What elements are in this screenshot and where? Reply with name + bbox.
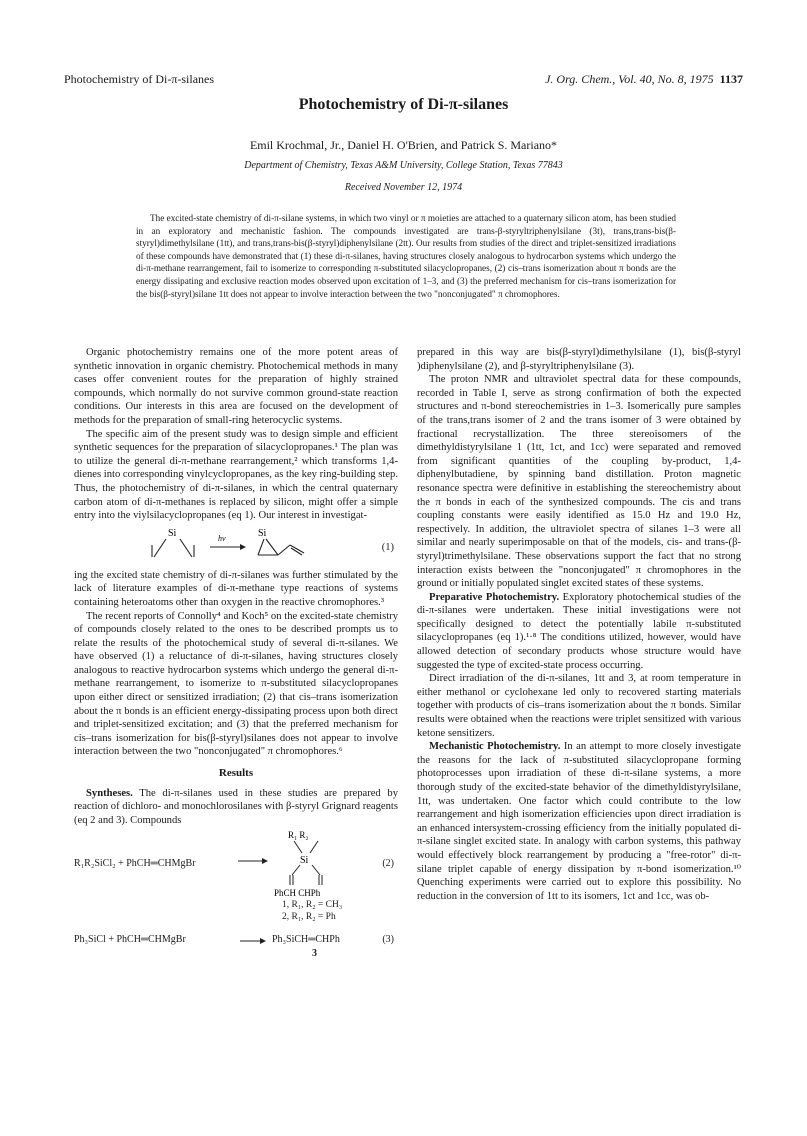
received-date: Received November 12, 1974 — [344, 182, 463, 193]
paragraph-text: Exploratory photochemical studies of the di-π-silanes were undertaken. These initial investigations were not specifically designed to detect the potentially labile π-substituted silacyclopropanes (eq 1).¹·⁸ The conditions utilized, however, would have allowed detection of secondary products whose structure would have suggested the type of excited-state process occurring. — [417, 591, 741, 671]
paragraph — [417, 740, 741, 903]
journal-name: J. Org. Chem., Vol. 40, No. 8, 1975 — [545, 72, 714, 86]
equation-2-reactants: R₁R₂SiCl₂ + PhCH═CHMgBr — [74, 858, 196, 870]
paragraph: The recent reports of Connolly⁴ and Koch⁵ on the excited-state chemistry of compounds closely related to the ones to be described prompts us to relate the results of the photochemical study of several di-π-silanes. We have observed (1) a reluctance of di-π-silanes, having structures closely analogous to reactive hydrocarbon systems which undergo the general di-π-methane rearrangement, to isomerize to π-substituted silacyclopropanes upon either direct or sensitized irradiation; (2) that cis–trans isomerization about the π bonds is an efficient energy-dissipating process upon both direct and triplet-sensitized excitation; and (3) that the preferred mechanism for cis–trans isomerization for bis(β-styryl)silanes does not appear to involve interaction between the two "nonconjugated" π chromophores.⁶ — [74, 610, 398, 758]
results-heading: Results — [218, 767, 254, 780]
running-title: Photochemistry of Di-π-silanes — [64, 72, 215, 86]
paragraph: Organic photochemistry remains one of the more potent areas of synthetic innovation in organic chemistry. Photochemical methods in many cases offer convenient routes for the preparation of highly strained compounds, which normally do not survive common ground-state reaction conditions. Our interests in this area are focused on the development of methods for the preparation of small-ring heterocyclic systems. — [74, 347, 398, 426]
page-number: 1137 — [719, 72, 743, 86]
paragraph: The specific aim of the present study was to design simple and efficient synthetic sequences for the preparation of silacyclopropanes.¹ The plan was to utilize the general di-π-methane rearrangement,² which transforms 1,4-dienes into corresponding vinylcyclopropanes, as the key ring-building step. Thus, the photochemistry of di-π-silanes, in which the central quaternary carbon atom of di-π-methanes is replaced by silicon, might offer a simple entry into the viylsilacyclopropanes (eq 1). Our interest in investigat- — [74, 428, 398, 522]
authors: Emil Krochmal, Jr., Daniel H. O'Brien, and Patrick S. Mariano* — [249, 138, 558, 152]
article-title: Photochemistry of Di-π-silanes — [298, 96, 509, 113]
equation-1-structure — [134, 525, 374, 565]
compound-1-definition: 1, R₁, R₂ = CH₃ — [282, 900, 343, 911]
paragraph: ing the excited state chemistry of di-π-silanes was further stimulated by the lack of literature examples of di-π-methane type reactions of systems containing heteroatoms other than oxygen in the reactive chromophores.³ — [74, 569, 398, 608]
paragraph: prepared in this way are bis(β-styryl)dimethylsilane (1), bis(β-styryl )diphenylsilane (2), and β-styryltriphenylsilane (3). — [417, 347, 741, 372]
affiliation: Department of Chemistry, Texas A&M University, College Station, Texas 77843 — [244, 160, 563, 171]
silicon-label: Si — [258, 527, 267, 539]
equation-number: (3) — [382, 934, 394, 946]
paragraph: Direct irradiation of the di-π-silanes, 1tt and 3, at room temperature in either methanol or cyclohexane led only to recovered starting materials together with products of cis–trans isomerization about the π bonds. Similar results were obtained when the reactions were triplet sensitized with various ketone sensitizers. — [417, 673, 741, 739]
equation-number: (2) — [382, 858, 394, 870]
equation-1 — [74, 525, 398, 565]
equation-number: (1) — [381, 541, 394, 553]
paragraph-text: The di-π-silanes used in these studies are prepared by reaction of dichloro- and monochlorosilanes with β-styryl Grignard reagents (eq 2 and 3). Compounds — [74, 787, 398, 826]
equation-3-reactants: Ph₃SiCl + PhCH═CHMgBr — [74, 934, 186, 946]
paragraph — [417, 591, 741, 673]
substituent-labels: R₁ R₂ — [288, 830, 309, 841]
run-in-heading: Mechanistic Photochemistry. — [429, 741, 561, 753]
run-in-heading: Syntheses. — [86, 787, 133, 799]
compound-definitions — [74, 900, 398, 933]
left-column — [74, 346, 398, 969]
paragraph-text: In an attempt to more closely investigate the reasons for the lack of π-substituted silacyclopropane forming photoprocesses upon irradiation of these di-π-silane systems, a more thorough study of the excited-state behavior of the dimethyldistyrylsilane, 1tt, was undertaken. One factor which could contribute to the low rearrangement and high isomerization efficiencies upon direct irradiation is an enhanced intersystem-crossing efficiency from the initially populated di-π-silane singlet excited state. In analogy with carbon systems, this pathway would effectively block rearrangement by producing a "free-rotor" di-π-silane triplet capable of energy dissipation by π-bond isomerization.¹⁰ Quenching experiments were carried out to explore this possibility. No reduction in the conversion of 1tt to its isomers, 1ct and 1cc, was ob- — [417, 741, 741, 902]
abstract — [136, 212, 676, 300]
compound-3-label: 3 — [312, 948, 317, 960]
paragraph — [74, 787, 398, 828]
equation-3 — [74, 933, 398, 969]
silicon-label: Si — [168, 527, 177, 539]
right-column — [417, 346, 741, 903]
abstract-text: The excited-state chemistry of di-π-silane systems, in which two vinyl or π moieties are attached to a quaternary silicon atom, has been studied in an exploratory and mechanistic fashion. The compounds investigated are trans-β-styryltriphenylsilane (3t), trans,trans-bis(β-styryl)dimethylsilane (1tt), and trans,trans-bis(β-styryl)diphenylsilane (2tt). Our results from studies of the direct and triplet-sensitized irradiations of these compounds have demonstrated that (1) these di-π-silanes, having structures closely analogous to hydrocarbon systems which undergo the di-π-methane rearrangement, fail to isomerize to corresponding π-substituted silacyclopropanes, (2) cis–trans isomerization about π bonds are the energy dissipating and exclusive reaction modes observed upon excitation of 1–3, and (3) the preferred mechanism for cis–trans isomerization for the bis(β-styryl)silane 1tt does not appear to involve interaction between the two "nonconjugated" π chromophores. — [136, 213, 676, 299]
equation-2 — [74, 827, 398, 905]
product-substituents: PhCH CHPh — [274, 888, 321, 899]
silicon-label: Si — [300, 855, 309, 867]
equation-3-product: Ph₃SiCH═CHPh — [272, 934, 340, 946]
journal-citation — [545, 72, 743, 87]
reaction-arrow — [238, 936, 268, 946]
paragraph: The proton NMR and ultraviolet spectral data for these compounds, recorded in Table I, serve as strong confirmation of both the expected structures and π-bond stereochemistries in 1–3. Isomerically pure samples of the trans,trans isomer of 2 and the trans isomer of 3 were obtained by fractional recrystallization. The three stereoisomers of the dimethyldistyrylsilane 1 (1tt, 1ct, and 1cc) were separated and removed from significant quantities of the coupling by-product, 1,4-diphenylbutadiene, by spinning band distillation. Proton magnetic resonance spectra were definitive in establishing the stereochemistry about the π bonds in each of the synthesized compounds. The cis and trans coupling constants were easily identified as 15.0 Hz and 19.0 Hz, respectively. In addition, the ultraviolet spectra of silanes 1–3 were all similar and nearly superimposable on that of the models, cis- and trans-(β-styryl)trimethylsilane. These observations support the fact that no strong interaction exists between the "nonconjugated" π chromophores in the ground or initially populated singlet excited states of these systems. — [417, 374, 741, 590]
light-label: hν — [218, 533, 226, 543]
run-in-heading: Preparative Photochemistry. — [429, 591, 560, 603]
compound-2-definition: 2, R₁, R₂ = Ph — [282, 912, 336, 923]
equation-2-product-structure — [234, 827, 374, 905]
